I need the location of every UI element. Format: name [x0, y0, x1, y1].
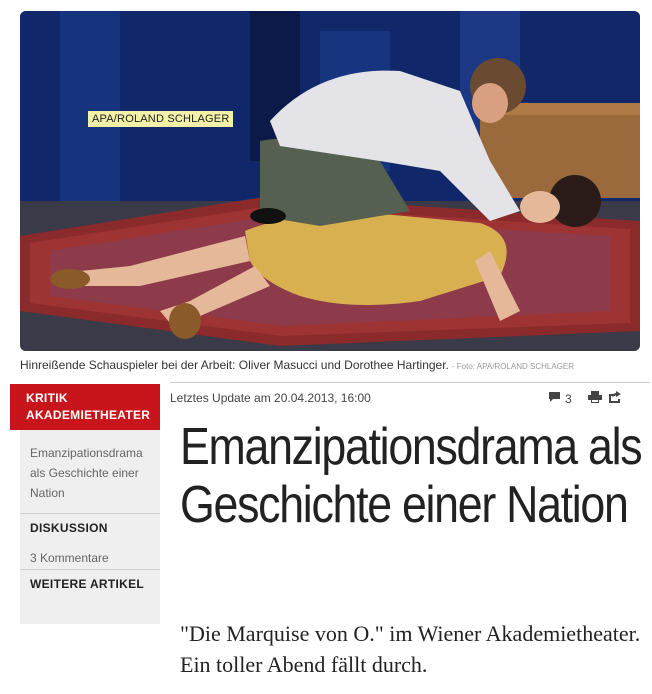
- stage-scene-illustration: [20, 11, 640, 351]
- print-icon[interactable]: [588, 391, 602, 406]
- category-line-2: AKADEMIETHEATER: [26, 408, 151, 422]
- comment-icon[interactable]: [548, 391, 561, 406]
- discussion-heading[interactable]: DISKUSSION: [30, 521, 108, 535]
- article-title: Emanzipationsdrama als Geschichte einer Nation: [180, 418, 642, 534]
- sidebar-divider: [20, 569, 160, 570]
- category-tag[interactable]: [10, 384, 160, 430]
- more-articles-heading[interactable]: WEITERE ARTIKEL: [30, 577, 145, 591]
- sidebar-article-link[interactable]: Emanzipationsdrama als Geschichte einer Nation: [30, 446, 143, 500]
- divider: [170, 382, 650, 383]
- caption-source: - Foto: APA/ROLAND SCHLAGER: [451, 362, 574, 371]
- sidebar-divider: [20, 513, 160, 514]
- photo-caption: [20, 358, 640, 372]
- category-line-1: KRITIK: [26, 391, 68, 405]
- article-photo: [20, 11, 640, 351]
- share-icon[interactable]: [608, 391, 621, 406]
- article-tools: [548, 391, 625, 406]
- photo-credit-tag: APA/ROLAND SCHLAGER: [88, 111, 233, 127]
- last-update: Letztes Update am 20.04.2013, 16:00: [170, 391, 371, 405]
- article-subtitle: "Die Marquise von O." im Wiener Akademietheater. Ein toller Abend fällt durch.: [180, 621, 641, 677]
- comment-count[interactable]: 3: [565, 391, 572, 406]
- comments-link[interactable]: 3 Kommentare: [30, 551, 109, 565]
- caption-text: Hinreißende Schauspieler bei der Arbeit: Oliver Masucci und Dorothee Hartinger.: [20, 358, 449, 372]
